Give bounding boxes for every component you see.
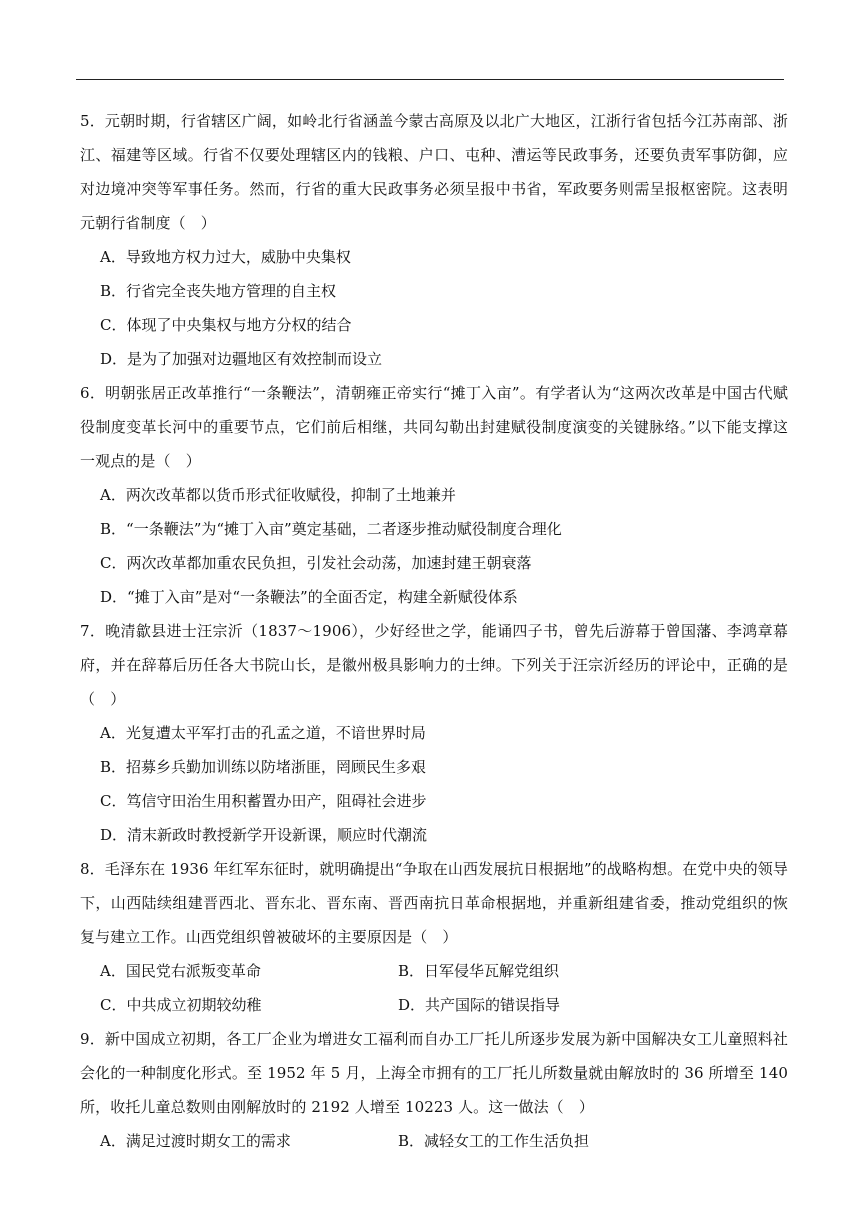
option-b[interactable]: B．招募乡兵勤加训练以防堵浙匪，罔顾民生多艰 [100, 758, 427, 776]
question-7 [80, 614, 788, 852]
question-list [80, 104, 788, 1158]
option-row [80, 954, 788, 988]
option-row [80, 988, 788, 1022]
option-a[interactable]: A．满足过渡时期女工的需求 [100, 1132, 291, 1150]
question-stem: 8．毛泽东在 1936 年红军东征时，就明确提出“争取在山西发展抗日根据地”的战略构想。在党中央的领导下，山西陆续组建晋西北、晋东北、晋东南、晋西南抗日革命根据地，并重新组建省委，推动党组织的恢复与建立工作。山西党组织曾被破坏的主要原因是（ ） [80, 860, 788, 946]
option-c[interactable]: C．笃信守田治生用积蓄置办田产，阻碍社会进步 [100, 792, 427, 810]
option-d[interactable]: D．“摊丁入亩”是对“一条鞭法”的全面否定，构建全新赋役体系 [100, 588, 518, 606]
option-c[interactable]: C．中共成立初期较幼稚 [100, 996, 262, 1014]
option-c[interactable]: C．两次改革都加重农民负担，引发社会动荡，加速封建王朝衰落 [100, 554, 532, 572]
option-d[interactable]: D．共产国际的错误指导 [398, 996, 561, 1014]
question-9 [80, 1022, 788, 1158]
question-stem: 5．元朝时期，行省辖区广阔，如岭北行省涵盖今蒙古高原及以北广大地区，江浙行省包括今江苏南部、浙江、福建等区域。行省不仅要处理辖区内的钱粮、户口、屯种、漕运等民政事务，还要负责军事防御，应对边境冲突等军事任务。然而，行省的重大民政事务必须呈报中书省，军政要务则需呈报枢密院。这表明元朝行省制度（ ） [80, 112, 788, 232]
option-a[interactable]: A．导致地方权力过大，威胁中央集权 [100, 248, 351, 266]
question-8 [80, 852, 788, 1022]
option-b[interactable]: B．日军侵华瓦解党组织 [398, 962, 560, 980]
option-c[interactable]: C．体现了中央集权与地方分权的结合 [100, 316, 352, 334]
option-a[interactable]: A．光复遭太平军打击的孔孟之道，不谙世界时局 [100, 724, 426, 742]
option-a[interactable]: A．国民党右派叛变革命 [100, 962, 261, 980]
option-d[interactable]: D．是为了加强对边疆地区有效控制而设立 [100, 350, 383, 368]
question-5 [80, 104, 788, 376]
question-6 [80, 376, 788, 614]
question-stem: 7．晚清歙县进士汪宗沂（1837～1906），少好经世之学，能诵四子书，曾先后游幕于曾国藩、李鸿章幕府，并在辞幕后历任各大书院山长，是徽州极具影响力的士绅。下列关于汪宗沂经历的评论中，正确的是（ ） [80, 622, 788, 708]
option-b[interactable]: B．“一条鞭法”为“摊丁入亩”奠定基础，二者逐步推动赋役制度合理化 [100, 520, 562, 538]
option-b[interactable]: B．减轻女工的工作生活负担 [398, 1132, 590, 1150]
header-rule [76, 79, 784, 80]
option-d[interactable]: D．清末新政时教授新学开设新课，顺应时代潮流 [100, 826, 428, 844]
question-stem: 9．新中国成立初期，各工厂企业为增进女工福利而自办工厂托儿所逐步发展为新中国解决女工儿童照料社会化的一种制度化形式。至 1952 年 5 月，上海全市拥有的工厂托儿所数量就由解放时的 36 所增至 140 所，收托儿童总数则由刚解放时的 2192 人增至 10223 人。这一做法（ ） [80, 1030, 788, 1116]
question-stem: 6．明朝张居正改革推行“一条鞭法”，清朝雍正帝实行“摊丁入亩”。有学者认为“这两次改革是中国古代赋役制度变革长河中的重要节点，它们前后相继，共同勾勒出封建赋役制度演变的关键脉络。”以下能支撑这一观点的是（ ） [80, 384, 788, 470]
option-b[interactable]: B．行省完全丧失地方管理的自主权 [100, 282, 337, 300]
option-row [80, 1124, 788, 1158]
option-a[interactable]: A．两次改革都以货币形式征收赋役，抑制了土地兼并 [100, 486, 456, 504]
